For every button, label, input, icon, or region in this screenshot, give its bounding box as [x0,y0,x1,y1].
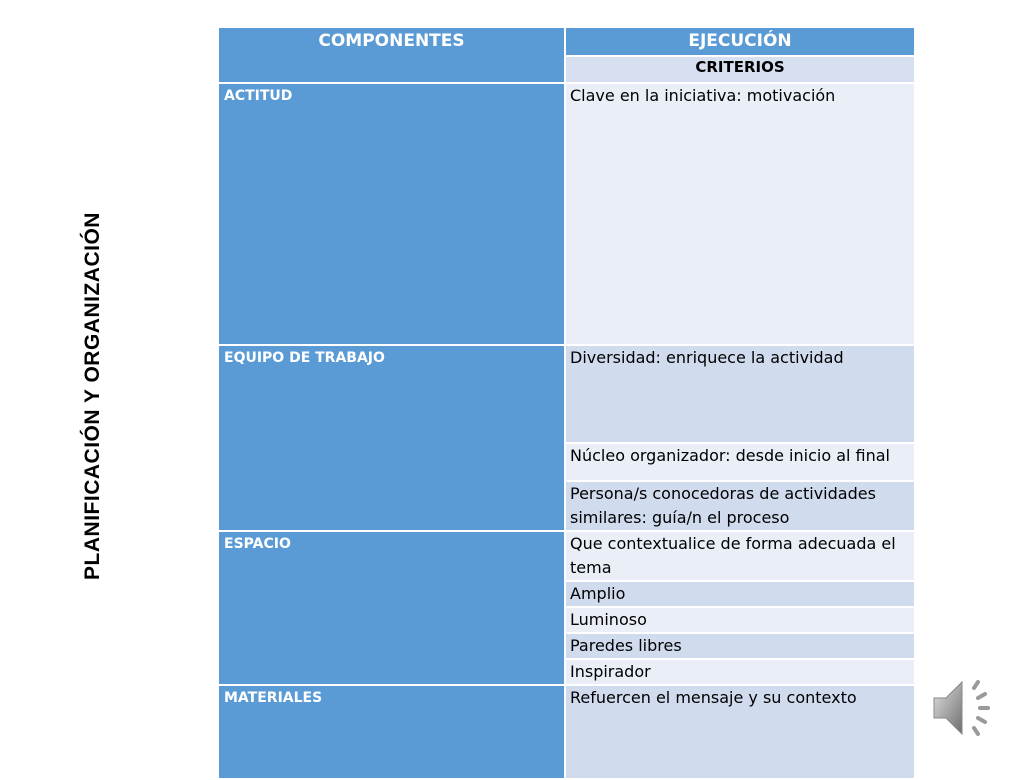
criterion-cell: Que contextualice de forma adecuada el tema [565,531,915,581]
table-row [218,345,915,443]
criterion-cell: Clave en la iniciativa: motivación [565,83,915,345]
criterion-cell: Núcleo organizador: desde inicio al final [565,443,915,481]
component-cell-actitud: ACTITUD [218,83,565,345]
table-row [218,83,915,345]
table-row [218,685,915,779]
criteria-table [217,26,916,780]
criterion-cell: Diversidad: enriquece la actividad [565,345,915,443]
criteria-table-container [217,26,914,780]
header-ejecucion: EJECUCIÓN [565,27,915,56]
component-cell-espacio: ESPACIO [218,531,565,685]
header-componentes: COMPONENTES [218,27,565,83]
criterion-cell: Luminoso [565,607,915,633]
criterion-cell: Paredes libres [565,633,915,659]
table-row [218,531,915,581]
criterion-cell: Refuercen el mensaje y su contexto [565,685,915,779]
component-cell-equipo: EQUIPO DE TRABAJO [218,345,565,531]
criterion-cell: Inspirador [565,659,915,685]
component-cell-materiales: MATERIALES [218,685,565,779]
header-criterios: CRITERIOS [565,56,915,83]
slide-side-title: PLANIFICACIÓN Y ORGANIZACIÓN [81,212,104,580]
criterion-cell: Persona/s conocedoras de actividades similares: guía/n el proceso [565,481,915,531]
criterion-cell: Amplio [565,581,915,607]
speaker-icon[interactable] [928,676,1000,740]
header-row [218,27,915,56]
